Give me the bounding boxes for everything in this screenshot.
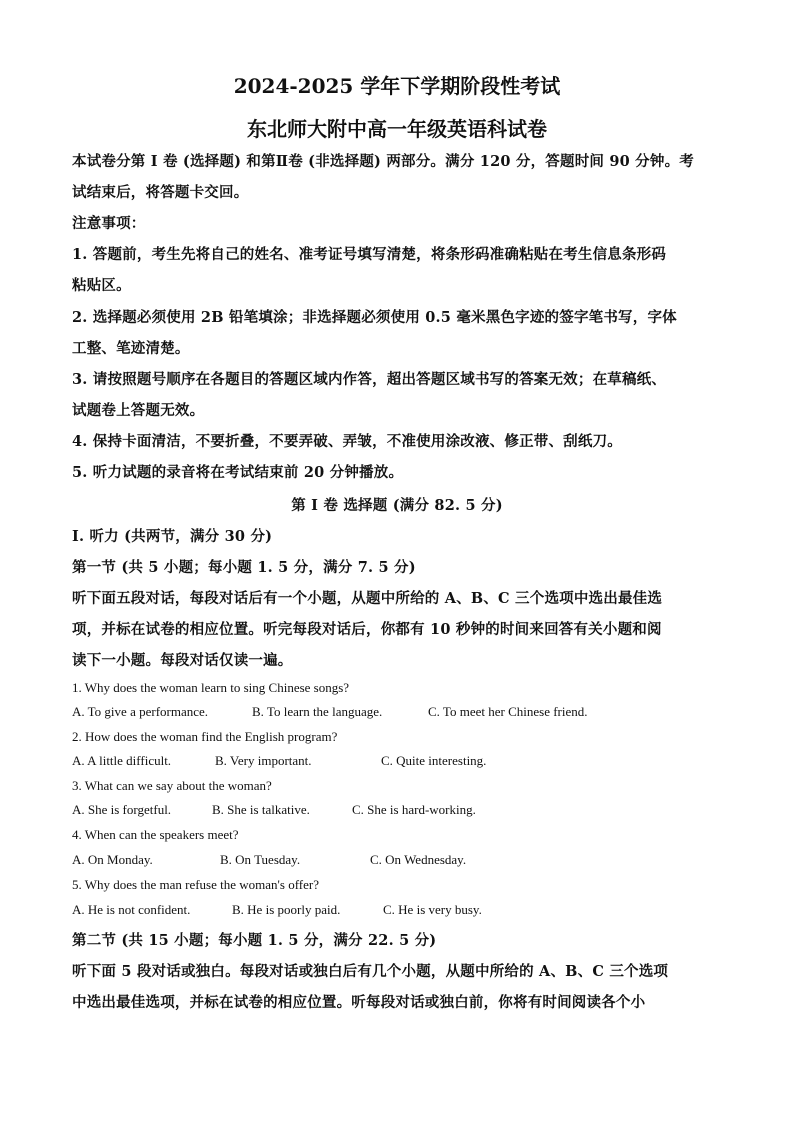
option-a: A. She is forgetful. (72, 802, 172, 817)
option-a: A. To give a performance. (72, 704, 209, 719)
note-item: 5. 听力试题的录音将在考试结束前 20 分钟播放。 (72, 464, 404, 481)
notes-heading: 注意事项： (72, 215, 146, 232)
option-b: B. Very important. (215, 753, 312, 768)
option-c: C. He is very busy. (383, 902, 482, 917)
question-text: 2. How does the woman find the English program? (72, 729, 338, 744)
option-b: B. On Tuesday. (220, 852, 301, 867)
note-item: 2. 选择题必须使用 2B 铅笔填涂；非选择题必须使用 0.5 毫米黑色字迹的签字笔书写，字体 (72, 309, 677, 326)
subsection-heading: 第二节 (共 15 小题；每小题 1. 5 分，满分 22. 5 分) (72, 932, 437, 949)
section-heading: I. 听力 (共两节，满分 30 分) (72, 528, 273, 545)
intro-line: 试结束后，将答题卡交回。 (72, 184, 249, 201)
note-item: 试题卷上答题无效。 (72, 402, 205, 419)
note-item: 1. 答题前，考生先将自己的姓名、准考证号填写清楚，将条形码准确粘贴在考生信息条形码 (72, 246, 667, 263)
question-text: 1. Why does the woman learn to sing Chinese songs? (72, 680, 350, 695)
instruction-line: 听下面 5 段对话或独白。每段对话或独白后有几个小题，从题中所给的 A、B、C 三个选项 (72, 963, 669, 980)
option-c: C. Quite interesting. (381, 753, 487, 768)
instruction-line: 听下面五段对话，每段对话后有一个小题，从题中所给的 A、B、C 三个选项中选出最佳选 (72, 590, 663, 607)
exam-title-line1: 2024-2025 学年下学期阶段性考试 (233, 74, 561, 98)
option-a: A. He is not confident. (72, 902, 191, 917)
option-c: C. She is hard-working. (352, 802, 476, 817)
note-item: 3. 请按照题号顺序在各题目的答题区域内作答，超出答题区域书写的答案无效；在草稿纸、 (72, 371, 667, 388)
instruction-line: 读下一小题。每段对话仅读一遍。 (72, 652, 293, 669)
intro-line: 本试卷分第 I 卷 (选择题) 和第Ⅱ卷 (非选择题) 两部分。满分 120 分，答题时间 90 分钟。考 (72, 153, 694, 170)
option-b: B. To learn the language. (252, 704, 383, 719)
option-c: C. On Wednesday. (370, 852, 467, 867)
note-item: 4. 保持卡面清洁，不要折叠，不要弄破、弄皱，不准使用涂改液、修正带、刮纸刀。 (72, 433, 622, 450)
option-a: A. On Monday. (72, 852, 153, 867)
option-b: B. He is poorly paid. (232, 902, 341, 917)
question-text: 5. Why does the man refuse the woman's offer? (72, 877, 319, 892)
instruction-line: 项，并标在试卷的相应位置。听完每段对话后，你都有 10 秒钟的时间来回答有关小题和阅 (72, 621, 662, 638)
question-text: 4. When can the speakers meet? (72, 827, 239, 842)
instruction-line: 中选出最佳选项，并标在试卷的相应位置。听每段对话或独白前，你将有时间阅读各个小 (72, 994, 646, 1011)
exam-title-line2: 东北师大附中高一年级英语科试卷 (247, 117, 547, 141)
question-text: 3. What can we say about the woman? (72, 778, 272, 793)
part-heading: 第 I 卷 选择题 (满分 82. 5 分) (291, 497, 503, 514)
option-c: C. To meet her Chinese friend. (428, 704, 588, 719)
option-a: A. A little difficult. (72, 753, 172, 768)
subsection-heading: 第一节 (共 5 小题；每小题 1. 5 分，满分 7. 5 分) (72, 559, 416, 576)
note-item: 粘贴区。 (72, 277, 131, 294)
option-b: B. She is talkative. (212, 802, 310, 817)
note-item: 工整、笔迹清楚。 (72, 340, 190, 357)
